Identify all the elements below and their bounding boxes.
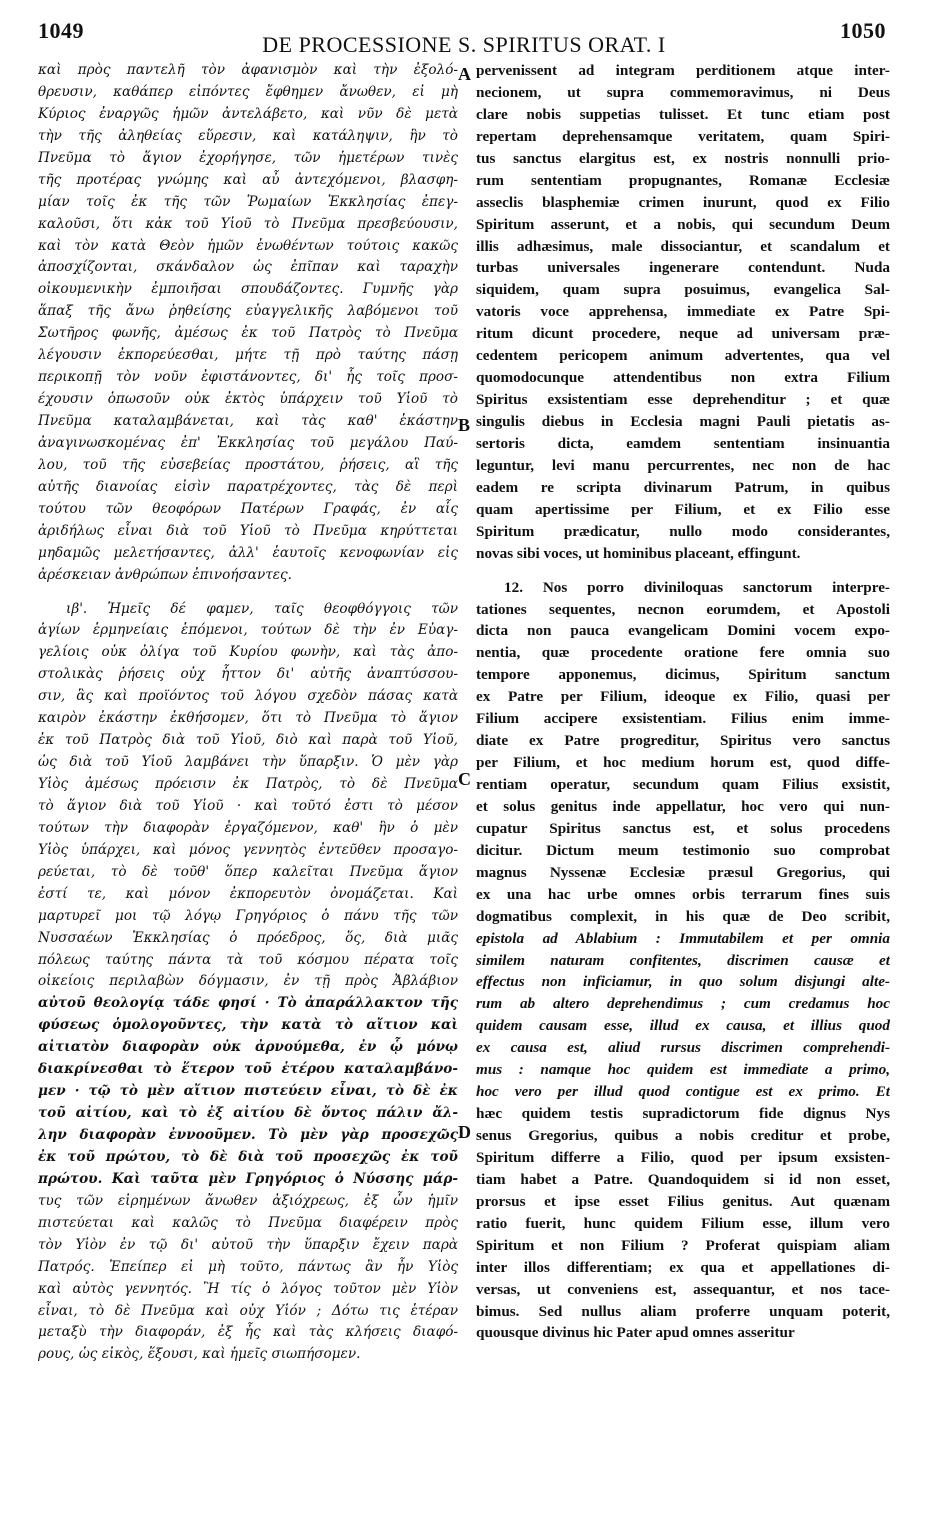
- text-line: tiam habet a Patre. Quandoquidem si id non esset,: [476, 1170, 890, 1188]
- text-line: senus Gregorius, quibus a nobis creditur et probe,: [476, 1127, 890, 1144]
- text-line: quidem causam esse, illud ex causa, et illius quod: [476, 1017, 890, 1035]
- text-line: τὸ ἅγιον διὰ τοῦ Υἱοῦ · καὶ τοῦτό ἐστι τὸ μέσον: [38, 797, 458, 814]
- text-line: rum sententiam propugnantes, Romanæ Ecclesiæ: [476, 171, 890, 189]
- text-line: cupatur Spiritus sanctus est, et solus procedens: [476, 819, 890, 837]
- text-line: nentia, quæ procedente oratione fere omnia suo: [476, 644, 890, 662]
- text-line: rentiam operatur, secundum quam Filius exsistit,: [476, 776, 890, 793]
- text-line: καὶ αὐτὸς γεννητός. Ἢ τίς ὁ λόγος τοῦτον μὲν Υἱὸν: [38, 1280, 458, 1297]
- text-line: per Filium, et hoc medium horum est, quod diffe-: [476, 754, 890, 772]
- text-line: ἅπαξ τῆς ἄνω ῥηθείσης εὐαγγελικῆς λαβόμενοι τοῦ: [38, 303, 458, 320]
- text-line: τὴν τῆς ἀληθείας εὕρεσιν, καὶ κατάληψιν, ἣν τὸ: [38, 127, 458, 144]
- section-marker-a: A: [458, 64, 471, 84]
- text-line: θρευσιν, καθάπερ εἰπόντες ἔφθημεν ἄνωθεν, εἰ μὴ: [38, 83, 458, 100]
- text-line: Filium accipere exsistentiam. Filius enim imme-: [476, 710, 890, 728]
- text-line: turbas universales ingenerare contendunt. Nuda: [476, 259, 890, 277]
- text-line: dicitur. Dictum meum testimonio suo comprobat: [476, 841, 890, 859]
- text-line: hoc vero per illud quod contigue est ex primo. Et: [476, 1083, 890, 1101]
- text-line: Νυσσαέων Ἐκκλησίας ὁ πρόεδρος, ὅς, διὰ μιᾶς: [38, 929, 458, 946]
- text-line: versas, ut conveniens est, assequantur, et nos tace-: [476, 1280, 890, 1298]
- text-line: quousque divinus hic Pater apud omnes asseritur: [476, 1324, 795, 1342]
- text-line: eadem re scripta divinarum Patrum, in quibus: [476, 478, 890, 496]
- text-line: singulis diebus in Ecclesia magni Pauli pietatis as-: [476, 413, 890, 430]
- text-line: hæc quidem testis supradictorum fide dignus Nys: [476, 1105, 890, 1123]
- text-line: ρεύεται, τὸ δὲ τοῦθ' ὅπερ καλεῖται Πνεῦμα ἅγιον: [38, 863, 458, 880]
- text-line: mus : namque hoc quidem est immediate a primo,: [476, 1061, 890, 1079]
- text-line: αὐτῆς διανοίας εἰσὶν παρατρέχοντες, τὰς δὲ περὶ: [38, 478, 458, 495]
- text-line: ratio fuerit, hunc quidem Filium esse, illum vero: [476, 1214, 890, 1232]
- text-line: ἀρέσκειαν ἀνθρώπων ἐπινοήσαντες.: [38, 566, 292, 583]
- text-line: έχουσιν ὁπωσοῦν οὐκ ἐκτὸς ὑπάρχειν τοῦ Υἱοῦ τὸ: [38, 391, 458, 408]
- text-line: τούτων τὴν διαφορὰν ἐργαζόμενον, καθ' ἣν ὁ μὲν: [38, 819, 458, 836]
- text-line: Κύριος ἐναργῶς ἡμῶν ἀντελάβετο, καὶ νῦν δὲ μετὰ: [38, 105, 458, 122]
- text-line: εἶναι, τὸ δὲ Πνεῦμα καὶ οὐχ Υἱόν ; Δότω τις ἑτέραν: [38, 1302, 458, 1319]
- text-line: ρους, ὡς εἰκὸς, ἕξουσι, καὶ ἡμεῖς σιωπήσομεν.: [38, 1346, 361, 1363]
- text-line: necionem, ut supra commemoravimus, ni Deus: [476, 83, 890, 101]
- text-line: μαρτυρεῖ μοι τῷ λόγῳ Γρηγόριος ὁ πάνυ τῆς τῶν: [38, 907, 458, 924]
- text-line: οἰκείοις περιλαβὼν δόγμασιν, ἐν τῇ πρὸς Ἀβλάβιον: [38, 973, 458, 990]
- section-marker-d: D: [458, 1122, 471, 1142]
- text-line: siquidem, quam supra posuimus, evangelica Sal-: [476, 281, 890, 299]
- text-line: repertam deprehensamque veritatem, quam Spiri-: [476, 127, 890, 145]
- text-line: prorsus et ipse esset Filius genitus. Aut quænam: [476, 1192, 890, 1210]
- text-line: ἀριδήλως εἶναι διὰ τοῦ Υἱοῦ τὸ Πνεῦμα κηρύττεται: [38, 522, 458, 539]
- text-line: asseclis blasphemiæ crimen inurunt, quod ex Filio: [476, 193, 890, 211]
- text-line: ἐκ τοῦ πρώτου, τὸ δὲ διὰ τοῦ προσεχῶς ἐκ τοῦ: [38, 1148, 458, 1165]
- text-line: bimus. Sed nullus aliam proferre unquam poterit,: [476, 1302, 890, 1320]
- text-line: Πατρός. Ἐπείπερ εἰ μὴ τοῦτο, πάντως ἂν ἦν Υἱὸς: [38, 1258, 458, 1275]
- text-line: similem naturam confitentes, discrimen causæ et: [476, 951, 890, 969]
- text-line: 12. Nos porro diviniloquas sanctorum interpre-: [504, 578, 890, 596]
- text-line: inter illos differentiam; ex qua et appellationes di-: [476, 1258, 890, 1276]
- text-line: πιστεύεται καὶ καλῶς τὸ Πνεῦμα διαφέρειν πρὸς: [38, 1214, 458, 1231]
- text-line: φύσεως ὁμολογοῦντες, τὴν κατὰ τὸ αἴτιον καὶ: [38, 1017, 458, 1034]
- text-line: Spiritus exsistentiam esse deprehenditur ; et quæ: [476, 391, 890, 409]
- text-line: effectus non inficiamur, in quo solum disjungi alte-: [476, 973, 890, 991]
- text-line: στολικὰς ῥήσεις οὐχ ἧττον δι' αὐτῆς ἀναπτύσσου-: [38, 666, 458, 683]
- text-line: dicta non pauca evangelicam Domini vocem expo-: [476, 622, 890, 640]
- text-line: clare nobis suppetias tulisset. Et tunc etiam post: [476, 105, 890, 123]
- text-line: ὡς διὰ τοῦ Υἱοῦ λαμβάνει τὴν ὕπαρξιν. Ὁ μὲν γὰρ: [38, 754, 458, 771]
- page-number-right: 1050: [840, 18, 886, 43]
- text-line: Υἱὸς ὑπάρχει, καὶ μόνος γεννητὸς ἐντεῦθεν προσαγο-: [38, 841, 458, 858]
- text-line: ιβ'. Ἡμεῖς δέ φαμεν, ταῖς θεοφθόγγοις τῶν: [66, 600, 458, 617]
- text-line: λην διαφορὰν ἐννοοῦμεν. Τὸ μὲν γὰρ προσεχῶς: [38, 1127, 458, 1143]
- text-line: ex causa est, aliud rursus discrimen comprehendi-: [476, 1039, 890, 1057]
- text-line: rum ab altero deprehendimus ; cum credamus hoc: [476, 995, 890, 1013]
- text-line: Spiritum et non Filium ? Proferat quispiam aliam: [476, 1236, 890, 1254]
- text-line: λέγουσιν ἐκπορεύεσθαι, μήτε τῇ πρὸ ταύτης πάσῃ: [38, 347, 458, 364]
- text-line: tempore apponemus, dicimus, Spiritum sanctum: [476, 666, 890, 684]
- text-line: ἐκ τοῦ Πατρὸς διὰ τοῦ Υἱοῦ, διὸ καὶ παρὰ τοῦ Υἱοῦ,: [38, 732, 458, 749]
- text-line: pervenissent ad integram perditionem atque inter-: [476, 62, 890, 79]
- greek-text-column: [38, 60, 458, 1366]
- text-line: novas sibi voces, ut hominibus placeant, effingunt.: [476, 544, 801, 562]
- text-line: et solus genitus inde appellatur, hoc vero qui nun-: [476, 797, 890, 815]
- text-line: ἁγίων ἑρμηνείαις ἑπόμενοι, τούτων δὲ τὴν ἐν Εὐαγ-: [38, 622, 458, 639]
- text-line: Spiritum asserunt, et a nobis, qui secundum Deum: [476, 215, 890, 233]
- text-line: magnus Nyssenæ Ecclesiæ præsul Gregorius, qui: [476, 863, 890, 881]
- text-line: αὐτοῦ θεολογίᾳ τάδε φησί · Τὸ ἀπαράλλακτον τῆς: [38, 995, 458, 1012]
- running-title: DE PROCESSIONE S. SPIRITUS ORAT. I: [262, 32, 666, 57]
- text-line: λου, τοῦ τῆς εὐσεβείας προστάτου, ῥήσεις, αἳ τῆς: [38, 456, 458, 473]
- running-header: [28, 16, 900, 58]
- text-line: [476, 565, 890, 577]
- text-line: quomodocunque attendentibus non extra Filium: [476, 369, 890, 387]
- text-line: quam apertissime per Filium, et ex Filio esse: [476, 500, 890, 518]
- text-line: ἐστί τε, καὶ μόνον ἐκπορευτὸν ὀνομάζεται. Καὶ: [38, 885, 458, 902]
- text-line: γελίοις οὐκ ὀλίγα τοῦ Κυρίου φωνὴν, καὶ τὰς ἀπο-: [38, 644, 458, 661]
- text-line: τὸν Υἱὸν ἐν τῷ δι' αὐτοῦ τὴν ὕπαρξιν ἔχειν παρὰ: [38, 1236, 458, 1253]
- text-line: οἰκουμενικὴν ἐμποιῆσαι σπουδάζοντες. Γυμνῆς γὰρ: [38, 281, 458, 298]
- text-line: καιρὸν ἑκάστην ἐκθήσομεν, ὅτι τὸ Πνεῦμα τὸ ἅγιον: [38, 710, 458, 727]
- page-number-left: 1049: [38, 18, 84, 43]
- text-line: Πνεῦμα τὸ ἅγιον ἐχορήγησε, τῶν ἡμετέρων τινὲς: [38, 149, 458, 166]
- text-line: πρώτου. Καὶ ταῦτα μὲν Γρηγόριος ὁ Νύσσης μάρ-: [38, 1170, 458, 1187]
- text-line: καὶ τὸν κατὰ Θεὸν ἡμῶν ἑνωθέντων τούτοις κακῶς: [38, 237, 458, 254]
- text-line: Spiritum prædicatur, nullo modo considerantes,: [476, 522, 890, 540]
- text-line: περικοπῇ τὸν νοῦν ἐφιστάνοντες, δι' ἧς τοῖς προσ-: [38, 369, 458, 386]
- section-marker-c: C: [458, 769, 471, 789]
- text-line: ἀναγινωσκομένας ἐπ' Ἐκκλησίας τοῦ μεγάλου Παύ-: [38, 434, 458, 451]
- text-line: μηδαμῶς μελετήσαντες, ἀλλ' ἑαυτοῖς κενοφωνίαν εἰς: [38, 544, 458, 561]
- text-line: [38, 587, 458, 599]
- text-line: μεταξὺ τὴν διαφοράν, ἐξ ἧς καὶ τὰς κλήσεις διαφό-: [38, 1324, 458, 1341]
- text-line: leguntur, levi manu percurrentes, nec non de hac: [476, 456, 890, 474]
- text-line: αἰτιατὸν διαφορὰν οὐκ ἀρνούμεθα, ἐν ᾧ μόνῳ: [38, 1039, 458, 1056]
- text-line: ritum dicunt procedere, neque ad universam præ-: [476, 325, 890, 343]
- text-line: τούτου τῶν θεοφόρων Πατέρων Γραφάς, ἐν αἷς: [38, 500, 458, 517]
- text-line: πόλεως ταύτης πάντα τὰ τοῦ κόσμου πέρατα τοῖς: [38, 951, 458, 968]
- text-line: illis adhæsimus, male dissociantur, et scandalum et: [476, 237, 890, 255]
- text-line: μεν · τῷ τὸ μὲν αἴτιον πιστεύειν εἶναι, τὸ δὲ ἐκ: [38, 1083, 458, 1100]
- text-line: cedentem pericopem animum advertentes, qua vel: [476, 347, 890, 365]
- text-line: epistola ad Ablabium : Immutabilem et per omnia: [476, 929, 890, 947]
- text-line: μίαν τοῖς ἐκ τῆς τῶν Ῥωμαίων Ἐκκλησίας ἐπεγ-: [38, 193, 458, 210]
- text-line: sertoris dicta, eamdem sententiam insinuantia: [476, 434, 890, 452]
- text-line: vatoris voce apprehensa, immediate ex Patre Spi-: [476, 303, 890, 321]
- text-line: dogmatibus complexit, in his quæ de Deo scribit,: [476, 907, 890, 925]
- text-line: diate ex Patre progreditur, Spiritus vero sanctus: [476, 732, 890, 750]
- text-line: ex una hac urbe omnes orbis terrarum fines suis: [476, 885, 890, 903]
- latin-text-column: [476, 60, 890, 1344]
- text-line: Σωτῆρος φωνῆς, ἀμέσως ἐκ τοῦ Πατρὸς τὸ Πνεῦμα: [38, 325, 458, 342]
- text-line: Spiritum differre a Filio, quod per ipsum exsisten-: [476, 1148, 890, 1166]
- text-line: τοῦ αἰτίου, καὶ τὸ ἐξ αἰτίου δὲ ὄντος πάλιν ἄλ-: [38, 1105, 458, 1122]
- text-line: tus sanctus elargitus est, ex nostris nonnulli prio-: [476, 149, 890, 167]
- text-line: ἀποσχίζονται, σκάνδαλον ὡς ἐπῖπαν καὶ ταραχὴν: [38, 259, 458, 276]
- text-line: Υἱὸς ἀμέσως πρόεισιν ἐκ Πατρὸς, τὸ δὲ Πνεῦμα: [38, 776, 458, 792]
- text-line: Πνεῦμα καταλαμβάνεται, καὶ τὰς καθ' ἑκάστην: [38, 413, 458, 429]
- text-line: τυς τῶν εἰρημένων ἄνωθεν ἀξιόχρεως, ἐξ ὧν ἡμῖν: [38, 1192, 458, 1209]
- text-line: ex Patre per Filium, ideoque ex Filio, quasi per: [476, 688, 890, 706]
- text-line: τῆς προτέρας γνώμης καὶ αὖ ἀντεχόμενοι, βλασφη-: [38, 171, 458, 188]
- section-marker-b: B: [458, 415, 471, 435]
- text-line: καὶ πρὸς παντελῆ τὸν ἀφανισμὸν καὶ τὴν ἐξολό-: [38, 62, 458, 78]
- text-line: καλοῦσι, ὅτι κἀκ τοῦ Υἱοῦ τὸ Πνεῦμα πρεσβεύουσιν,: [38, 215, 458, 232]
- text-line: διακρίνεσθαι τὸ ἕτερον τοῦ ἑτέρου καταλαμβάνο-: [38, 1061, 458, 1078]
- text-line: σιν, ἃς καὶ προϊόντος τοῦ λόγου σχεδὸν πάσας κατὰ: [38, 688, 458, 705]
- text-line: tationes sequentes, necnon eorumdem, et Apostoli: [476, 600, 890, 618]
